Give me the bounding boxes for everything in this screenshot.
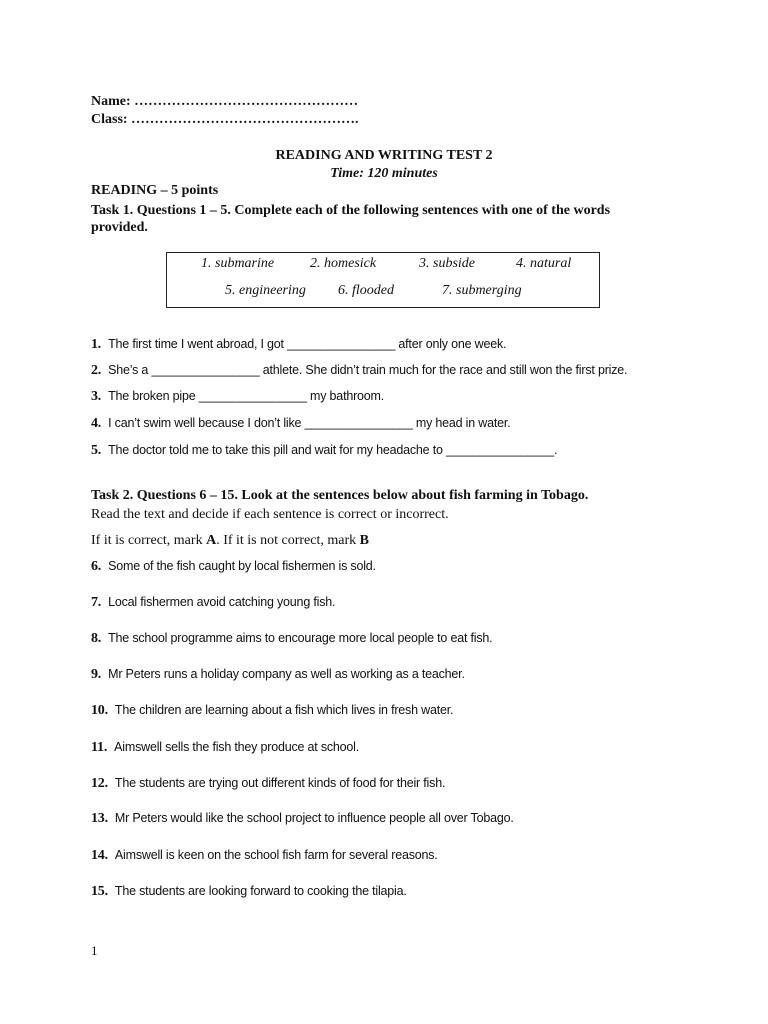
mark-a: A [206, 533, 217, 548]
question-text: The students are looking forward to cooking the tilapia. [114, 884, 407, 898]
question-text: The students are trying out different kinds of food for their fish. [114, 776, 446, 790]
mark-instruction-part: If it is correct, mark [91, 533, 207, 548]
task1-question-3 [91, 389, 384, 405]
question-number: 2. [91, 363, 102, 378]
class-line: Class: …………………………………………. [91, 112, 359, 127]
word-bank-box [166, 252, 600, 308]
question-text: Aimswell sells the fish they produce at school. [114, 740, 360, 754]
task2-mark-instruction [91, 533, 369, 549]
question-number: 13. [91, 811, 108, 826]
reading-section-title: READING – 5 points [91, 183, 219, 198]
mark-instruction-part: . If it is not correct, mark [216, 533, 360, 548]
question-number: 12. [91, 776, 108, 791]
question-text: Local fishermen avoid catching young fish. [108, 595, 336, 609]
question-number: 6. [91, 559, 102, 574]
task2-question-12 [91, 776, 445, 792]
task2-title: Task 2. Questions 6 – 15. Look at the sentences below about fish farming in Tobago. [91, 488, 589, 503]
task2-question-10 [91, 703, 453, 719]
question-number: 10. [91, 703, 108, 718]
word-bank-item: 5. engineering [225, 283, 306, 298]
task1-question-5 [91, 443, 557, 459]
word-bank-item: 3. subside [419, 256, 475, 271]
question-text: Aimswell is keen on the school fish farm for several reasons. [114, 848, 438, 862]
question-text: The doctor told me to take this pill and wait for my headache to ________________. [108, 443, 558, 457]
question-text: The first time I went abroad, I got ________________ after only one week. [108, 337, 507, 351]
question-text: Some of the fish caught by local fishermen is sold. [108, 559, 376, 573]
word-bank-item: 1. submarine [201, 256, 275, 271]
task2-question-11 [91, 740, 359, 756]
task2-question-9 [91, 667, 465, 683]
task2-question-15 [91, 884, 407, 900]
question-text: She’s a ________________ athlete. She didn’t train much for the race and still won the first prize. [108, 363, 628, 377]
task2-question-13 [91, 811, 514, 827]
question-text: Mr Peters would like the school project to influence people all over Tobago. [114, 811, 514, 825]
task1-question-2 [91, 363, 627, 379]
question-text: I can’t swim well because I don’t like ________________ my head in water. [108, 416, 511, 430]
question-number: 1. [91, 337, 102, 352]
question-number: 9. [91, 667, 102, 682]
task1-question-4 [91, 416, 510, 432]
question-number: 3. [91, 389, 102, 404]
task2-question-6 [91, 559, 376, 575]
page-title: READING AND WRITING TEST 2 [275, 148, 493, 163]
question-number: 4. [91, 416, 102, 431]
question-text: The children are learning about a fish which lives in fresh water. [114, 703, 454, 717]
word-bank-item: 4. natural [516, 256, 572, 271]
question-number: 15. [91, 884, 108, 899]
question-number: 8. [91, 631, 102, 646]
task1-title: Task 1. Questions 1 – 5. Complete each of the following sentences with one of the words provided. [91, 203, 611, 235]
word-bank-item: 7. submerging [442, 283, 522, 298]
question-text: The school programme aims to encourage more local people to eat fish. [108, 631, 493, 645]
task2-instruction: Read the text and decide if each sentence is correct or incorrect. [91, 507, 449, 522]
question-text: Mr Peters runs a holiday company as well as working as a teacher. [108, 667, 465, 681]
question-number: 7. [91, 595, 102, 610]
page-number: 1 [91, 943, 98, 958]
question-number: 5. [91, 443, 102, 458]
mark-b: B [359, 533, 369, 548]
name-line: Name: ………………………………………… [91, 94, 359, 109]
task2-question-8 [91, 631, 492, 647]
word-bank-item: 2. homesick [310, 256, 377, 271]
task1-question-1 [91, 337, 506, 353]
test-time: Time: 120 minutes [330, 166, 438, 181]
word-bank-item: 6. flooded [338, 283, 394, 298]
question-number: 11. [91, 740, 108, 755]
question-number: 14. [91, 848, 108, 863]
task2-question-14 [91, 848, 438, 864]
question-text: The broken pipe ________________ my bathroom. [108, 389, 385, 403]
task2-question-7 [91, 595, 335, 611]
